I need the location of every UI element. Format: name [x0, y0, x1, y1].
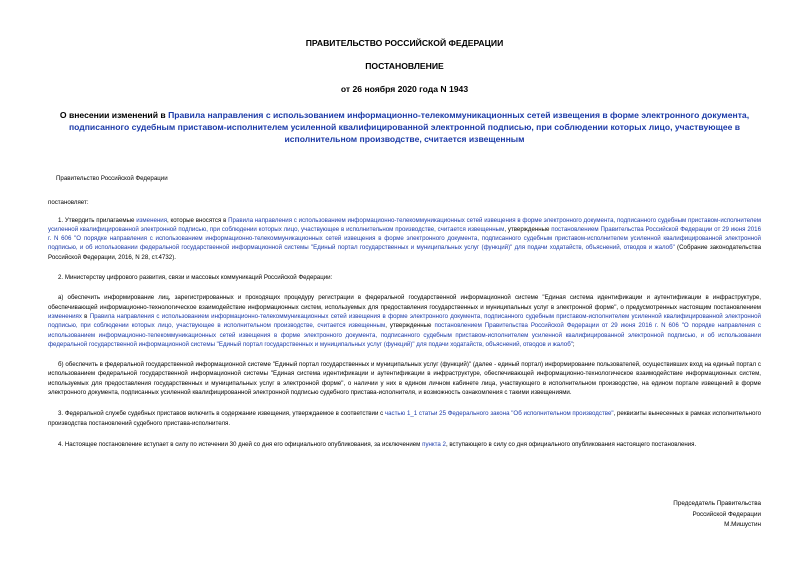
document-type: ПОСТАНОВЛЕНИЕ	[365, 61, 444, 71]
title-prefix: О внесении изменений в	[59, 110, 169, 120]
paragraph-2: 2. Министерству цифрового развития, связи и массовых коммуникаций Российской Федерации:	[58, 274, 333, 282]
paragraph-4	[48, 440, 761, 449]
issuing-authority: ПРАВИТЕЛЬСТВО РОССИЙСКОЙ ФЕДЕРАЦИИ	[305, 38, 504, 48]
p2a-text-4: ;	[572, 340, 575, 348]
p2a-resolution-606-link[interactable]: постановлением Правительства Российской Федерации от 29 июня 2016 г. N 606 "О порядке направления с использованием информационно-телекоммуникационных сетей извещения в форме электронного документа, подписанного судебным приставом-исполнителем усиленной квалифицированной электронной подписью, и об использовании федеральной государственной информационной системы "Единый портал государственных и муниципальных услуг (функций)" для подачи ходатайств, объяснений, отводов и жалоб"	[48, 322, 761, 348]
p1-rules-link[interactable]: Правила направления с использованием информационно-телекоммуникационных сетей извещения в форме электронного документа, подписанного судебным приставом-исполнителем усиленной квалифицированной электронной подписью, при соблюдении которых лицо, участвующее в исполнительном производстве, считается извещенным	[48, 216, 762, 233]
signature-block	[673, 499, 761, 531]
p1-text-3: , утвержденные	[504, 225, 552, 233]
p1-text-4: (Собрание законодательства Российской Федерации, 2016, N 28, ст.4732).	[48, 244, 761, 261]
p1-text-2: , которые вносятся в	[167, 216, 229, 224]
issuer-line: Правительство Российской Федерации	[56, 175, 168, 182]
p2a-text-2: в	[81, 312, 90, 320]
p2a-text-1: а) обеспечить информирование лиц, зарегистрированных и проходящих процедуру регистрации в федеральной государственной информационной системе "Единая система идентификации и аутентификации в инфраструктуре, обеспечивающей информационно-технологическое взаимодействие информационных систем, используемых для предоставления государственных и муниципальных услуг в электронной форме", о предусмотренных настоящим постановлением	[48, 294, 761, 311]
p2a-changes-link[interactable]: изменениях	[48, 312, 82, 320]
paragraph-3	[48, 409, 761, 428]
p4-text-1: 4. Настоящее постановление вступает в силу по истечении 30 дней со дня его официального опубликования, за исключением	[58, 440, 423, 448]
document-date-number: от 26 ноября 2020 года N 1943	[340, 84, 469, 94]
p3-text-1: 3. Федеральной службе судебных приставов включить в содержание извещения, утверждаемое в соответствии с	[58, 410, 385, 418]
p4-text-2: , вступающего в силу со дня официального опубликования настоящего постановления.	[445, 440, 697, 448]
document-title	[48, 109, 761, 145]
p3-text-2: , реквизиты вынесенных в рамках исполнительного производства постановлений судебного пристава-исполнителя.	[48, 410, 761, 427]
signatory-name: М.Мишустин	[724, 521, 761, 528]
p1-resolution-606-link[interactable]: постановлением Правительства Российской Федерации от 29 июня 2016 г. N 606 "О порядке направления с использованием информационно-телекоммуникационных сетей извещения в форме электронного документа, подписанного судебным приставом-исполнителем усиленной квалифицированной электронной подписью, и об использовании федеральной государственной информационной системы "Единый портал государственных и муниципальных услуг (функций)" для подачи ходатайств, объяснений, отводов и жалоб"	[48, 225, 761, 252]
title-rules-link[interactable]: Правила направления с использованием информационно-телекоммуникационных сетей извещения в форме электронного документа, подписанного судебным приставом-исполнителем усиленной квалифицированной электронной подписью, при соблюдении которых лицо, участвующее в исполнительном производстве, считается извещенным	[68, 110, 750, 144]
p4-item-2-link[interactable]: пункта 2	[422, 440, 446, 448]
signatory-position: Председатель Правительства	[673, 500, 761, 507]
p1-text-1: 1. Утвердить прилагаемые	[58, 216, 137, 224]
signatory-country: Российской Федерации	[692, 510, 761, 518]
paragraph-1	[48, 216, 761, 262]
paragraph-2a	[48, 293, 761, 349]
p2a-text-3: , утвержденные	[385, 322, 435, 330]
p3-federal-law-link[interactable]: частью 1_1 статьи 25 Федерального закона "Об исполнительном производстве"	[384, 410, 614, 418]
paragraph-2b: б) обеспечить в федеральной государственной информационной системе "Единый портал государственных и муниципальных услуг (функций)" (далее - единый портал) информирование пользователей, осуществивших вход на единый портал с использованием федеральной государственной информационной системы "Единая система идентификации и аутентификации в инфраструктуре, обеспечивающей информационно-технологическое взаимодействие информационных систем, используемых для предоставления государственных и муниципальных услуг в электронной форме", о наличии у них в едином личном кабинете лица, участвующего в исполнительном производстве, на едином портале извещений в форме электронного документа, подписанных усиленной квалифицированной электронной подписью судебного пристава-исполнителя, и возможность ознакомления с такими извещениями.	[48, 361, 761, 397]
p2a-rules-link[interactable]: Правила направления с использованием информационно-телекоммуникационных сетей извещения в форме электронного документа, подписанного судебным приставом-исполнителем усиленной квалифицированной электронной подписью, при соблюдении которых лицо, участвующее в исполнительном производстве, считается извещенным	[48, 312, 761, 330]
decrees-line: постановляет:	[48, 199, 89, 207]
p1-changes-link[interactable]: изменения	[136, 216, 168, 224]
